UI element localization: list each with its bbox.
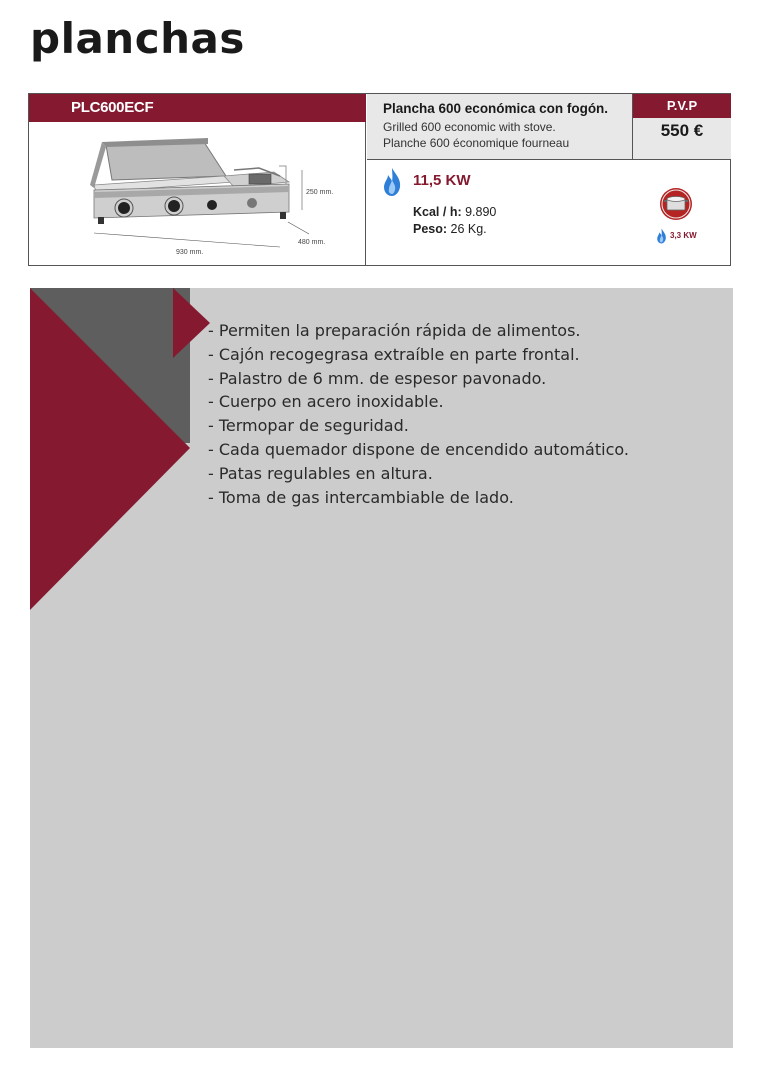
small-flame-icon	[656, 228, 667, 244]
description-fr: Planche 600 économique fourneau	[383, 136, 570, 150]
kcal-value: 9.890	[461, 205, 497, 219]
feature-item: - Cuerpo en acero inoxidable.	[208, 392, 444, 412]
dimension-height: 250 mm.	[306, 189, 334, 196]
weight-label: Peso:	[413, 222, 448, 236]
feature-item: - Patas regulables en altura.	[208, 463, 433, 483]
features-panel	[30, 288, 733, 1048]
model-code: PLC600ECF	[29, 94, 366, 122]
page-title: planchas	[30, 14, 245, 63]
power-value: 11,5 KW	[413, 172, 471, 189]
price-header: P.V.P	[632, 94, 731, 118]
feature-item: - Toma de gas intercambiable de lado.	[208, 487, 514, 507]
flame-icon	[382, 167, 402, 197]
feature-list	[208, 319, 629, 509]
dimension-depth: 480 mm.	[298, 239, 326, 246]
feature-item: - Permiten la preparación rápida de alimentos.	[208, 321, 581, 340]
dimension-width: 930 mm.	[176, 249, 204, 256]
product-description	[367, 94, 632, 160]
spec-kcal	[413, 205, 496, 219]
price-value: 550 €	[632, 118, 731, 160]
feature-item: - Cada quemador dispone de encendido automático.	[208, 439, 629, 459]
description-es: Plancha 600 económica con fogón.	[383, 101, 609, 116]
feature-item: - Cajón recogegrasa extraíble en parte frontal.	[208, 344, 580, 364]
feature-item: - Palastro de 6 mm. de espesor pavonado.	[208, 368, 547, 388]
kcal-label: Kcal / h:	[413, 205, 462, 219]
product-image-area	[29, 94, 366, 265]
product-card	[28, 93, 731, 266]
product-drawing	[84, 130, 364, 260]
spec-weight	[413, 222, 487, 236]
weight-value: 26 Kg.	[447, 222, 487, 236]
burner-power: 3,3 KW	[670, 231, 697, 240]
decorative-triangles	[30, 288, 210, 618]
description-en: Grilled 600 economic with stove.	[383, 120, 556, 134]
pot-burner-icon	[659, 184, 693, 224]
feature-item: - Termopar de seguridad.	[208, 416, 409, 436]
